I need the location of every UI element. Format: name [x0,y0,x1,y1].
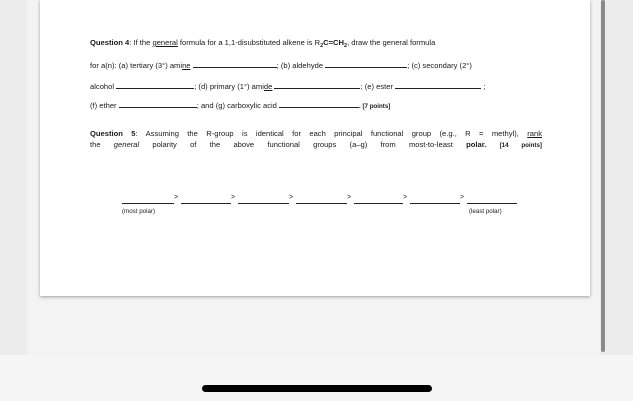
rank-separator: > [403,194,408,201]
answer-blank-b[interactable] [325,60,407,68]
rank-blank-5[interactable] [354,203,403,204]
question-5-label: Question 5 [90,129,136,138]
answer-blank-a[interactable] [193,60,277,68]
question-4-line-2: for a(n): (a) tertiary (3°) amine ; (b) aldehyde ; (c) secondary (2°) [90,61,472,70]
question-5-line-2: the general polarity of the above functional groups (a–g) from most-to-least polar. [14 points] [90,140,542,149]
rank-blank-3[interactable] [238,203,289,204]
rank-separator: > [174,194,179,201]
bottom-bar [0,355,633,401]
rank-blank-7[interactable] [467,203,517,204]
rank-separator: > [460,194,465,201]
rank-separator: > [231,194,236,201]
rank-blank-6[interactable] [410,203,460,204]
question-5-line-1: Question 5: Assuming the R-group is identical for each principal functional group (e.g., R = methyl), rank [90,129,543,138]
least-polar-label: (least polar) [469,208,502,215]
rank-blank-1[interactable] [122,203,174,204]
answer-blank-e[interactable] [395,81,481,89]
answer-blank-d[interactable] [274,81,360,89]
rank-separator: > [289,194,294,201]
most-polar-label: (most polar) [122,208,156,215]
rank-blank-4[interactable] [296,203,347,204]
question-4-label: Question 4 [90,38,130,47]
question-4-line-3: alcohol ; (d) primary (1°) amide ; (e) ester ; [90,82,486,91]
vertical-scrollbar[interactable] [601,0,605,352]
answer-blank-c[interactable] [116,81,194,89]
rank-blank-2[interactable] [181,203,231,204]
answer-blank-g[interactable] [279,100,359,108]
answer-blank-f[interactable] [119,100,197,108]
home-indicator[interactable] [202,385,432,392]
question-4-line-1: Question 4: If the general formula for a 1,1-disubstituted alkene is $R_2C=CH_2$, draw the general formula [90,38,436,49]
rank-separator: > [347,194,352,201]
question-4-line-4: (f) ether ; and (g) carboxylic acid . [7 points] [90,101,391,110]
